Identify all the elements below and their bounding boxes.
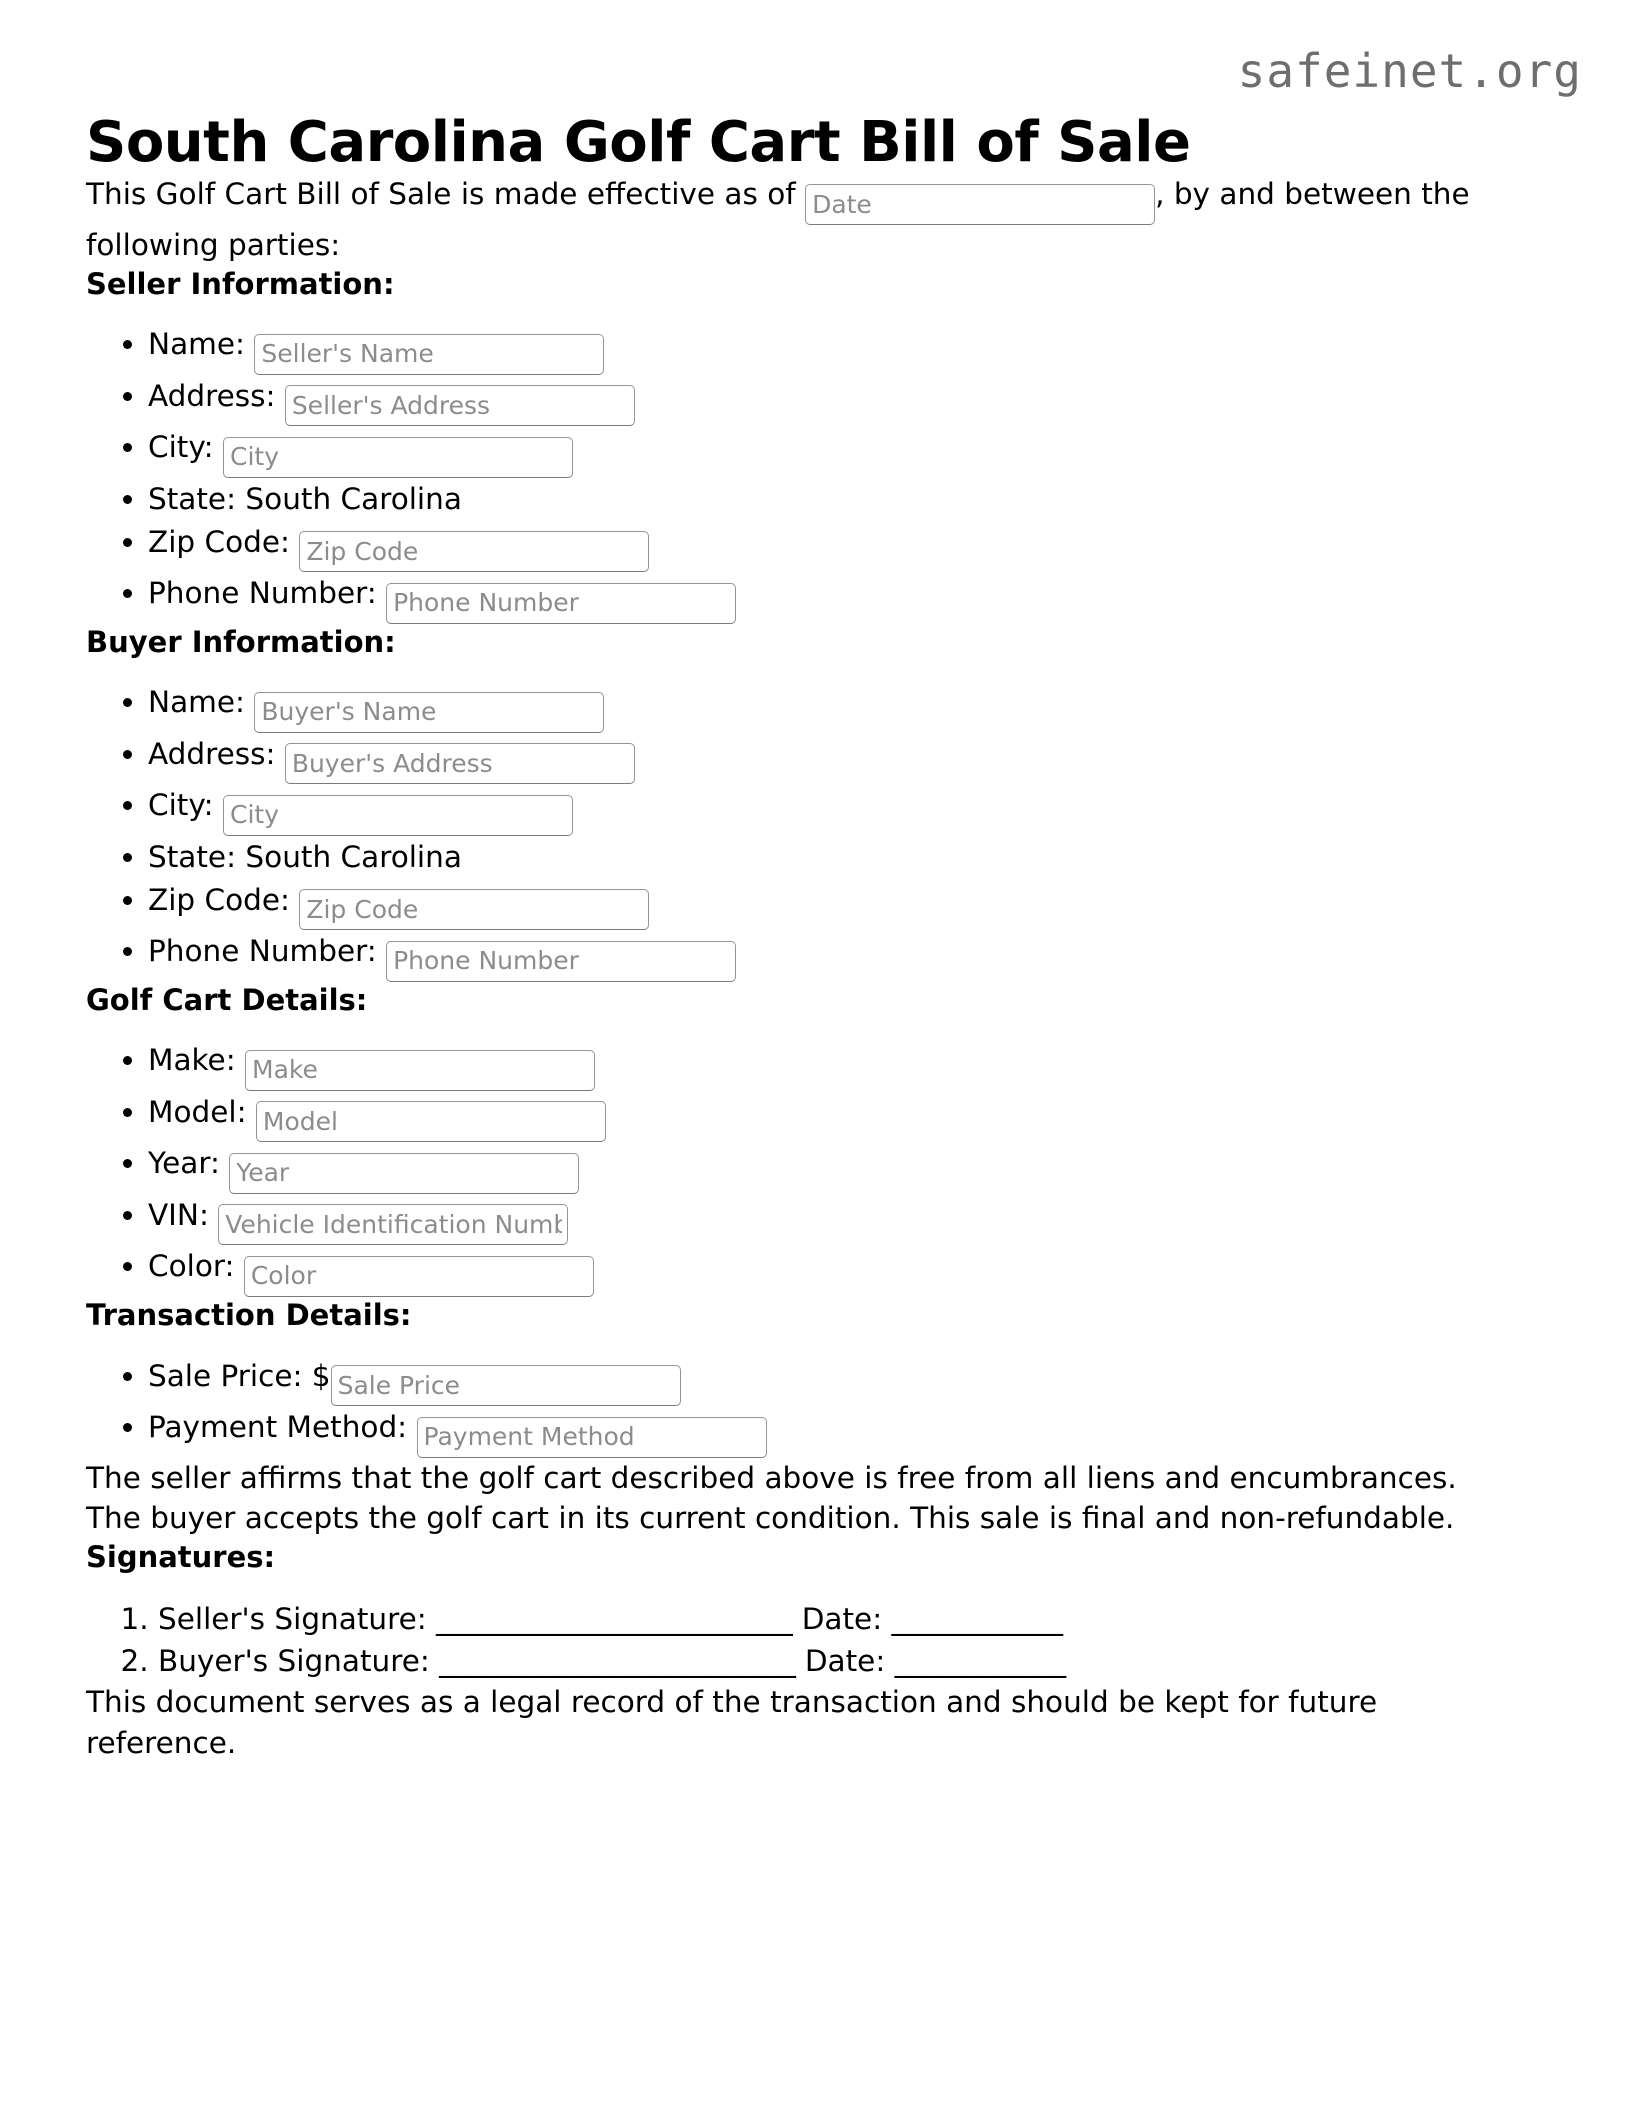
list-item [148,1406,1506,1458]
list-item [148,836,1506,879]
seller-zip-input[interactable] [299,531,649,572]
list-item [158,1599,1506,1641]
list-item [148,521,1506,573]
list-item [148,1194,1506,1246]
buyer-fields-list [86,681,1506,981]
list-item [148,681,1506,733]
list-item [148,1091,1506,1143]
page-title: South Carolina Golf Cart Bill of Sale [86,110,1191,175]
seller-phone-label: Phone Number: [148,576,377,611]
cart-color-label: Color: [148,1249,235,1284]
payment-method-input[interactable] [417,1417,767,1458]
payment-method-label: Payment Method: [148,1410,408,1445]
buyer-state-value: South Carolina [245,839,462,874]
buyer-phone-input[interactable] [386,941,736,982]
buyer-signature-line[interactable]: _________________________ [439,1643,796,1678]
seller-zip-label: Zip Code: [148,524,290,559]
site-watermark: safeinet.org [1237,44,1582,98]
buyer-address-input[interactable] [285,743,635,784]
effective-date-input[interactable] [805,184,1155,225]
golf-cart-details-heading: Golf Cart Details: [86,982,368,1017]
list-item [148,733,1506,785]
seller-city-label: City: [148,430,214,465]
seller-city-input[interactable] [223,437,573,478]
buyer-zip-input[interactable] [299,889,649,930]
list-item [148,1355,1506,1407]
buyer-name-label: Name: [148,685,245,720]
signatures-heading: Signatures: [86,1539,276,1574]
cart-make-label: Make: [148,1043,236,1078]
buyer-phone-label: Phone Number: [148,934,377,969]
intro-text-after: , by and between the following parties: [86,176,1470,263]
seller-signature-line[interactable]: _________________________ [436,1601,793,1636]
sale-price-label: Sale Price: $ [148,1358,331,1393]
seller-date-label: Date: [801,1601,883,1636]
signatures-list [86,1599,1506,1683]
sale-price-input[interactable] [331,1365,681,1406]
cart-model-label: Model: [148,1094,247,1129]
transaction-details-heading: Transaction Details: [86,1297,412,1332]
list-item [148,1142,1506,1194]
cart-make-input[interactable] [245,1050,595,1091]
seller-phone-input[interactable] [386,583,736,624]
list-item [148,478,1506,521]
list-item [148,426,1506,478]
list-item [158,1641,1506,1683]
cart-year-label: Year: [148,1146,220,1181]
closing-paragraph: This document serves as a legal record of the transaction and should be kept for future reference. [86,1685,1378,1761]
cart-vin-label: VIN: [148,1197,209,1232]
seller-state-label: State: [148,481,237,516]
buyer-city-label: City: [148,788,214,823]
intro-text-before: This Golf Cart Bill of Sale is made effective as of [86,176,796,211]
seller-name-input[interactable] [254,334,604,375]
seller-address-label: Address: [148,378,276,413]
seller-date-line[interactable]: ____________ [891,1601,1063,1636]
cart-year-input[interactable] [229,1153,579,1194]
buyer-date-line[interactable]: ____________ [894,1643,1066,1678]
seller-state-value: South Carolina [245,481,462,516]
list-item [148,1245,1506,1297]
buyer-name-input[interactable] [254,692,604,733]
seller-signature-label: Seller's Signature: [158,1601,427,1636]
cart-color-input[interactable] [244,1256,594,1297]
buyer-date-label: Date: [804,1643,886,1678]
document-body [86,0,1506,1764]
seller-fields-list [86,323,1506,623]
affirmation-paragraph: The seller affirms that the golf cart described above is free from all liens and encumbrances. The buyer accepts the golf cart in its current condition. This sale is final and non-refundable. [86,1460,1457,1536]
list-item [148,784,1506,836]
list-item [148,323,1506,375]
seller-name-label: Name: [148,327,245,362]
seller-address-input[interactable] [285,385,635,426]
list-item [148,572,1506,624]
buyer-zip-label: Zip Code: [148,882,290,917]
golf-cart-fields-list [86,1039,1506,1297]
intro-paragraph [86,174,1506,266]
list-item [148,375,1506,427]
buyer-state-label: State: [148,839,237,874]
transaction-fields-list [86,1355,1506,1458]
list-item [148,1039,1506,1091]
cart-vin-input[interactable] [218,1204,568,1245]
buyer-signature-label: Buyer's Signature: [158,1643,430,1678]
seller-information-heading: Seller Information: [86,266,395,301]
list-item [148,930,1506,982]
buyer-city-input[interactable] [223,795,573,836]
buyer-information-heading: Buyer Information: [86,624,396,659]
buyer-address-label: Address: [148,736,276,771]
list-item [148,879,1506,931]
cart-model-input[interactable] [256,1101,606,1142]
